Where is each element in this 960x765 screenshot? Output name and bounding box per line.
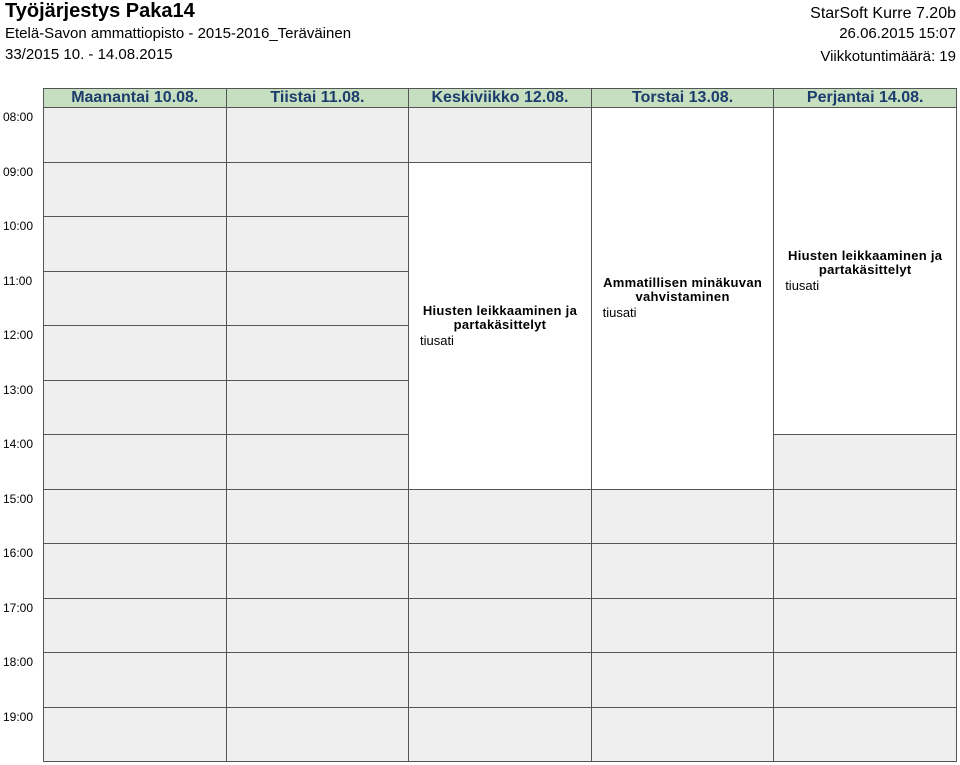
time-label: 14:00 — [3, 437, 34, 451]
empty-slot — [43, 271, 227, 327]
empty-slot — [773, 489, 957, 545]
empty-slot — [43, 598, 227, 654]
empty-slot — [773, 434, 957, 490]
day-header-1: Tiistai 11.08. — [226, 88, 410, 108]
weekly-hours: Viikkotuntimäärä: 19 — [820, 48, 956, 65]
empty-slot — [591, 543, 775, 599]
time-label: 12:00 — [3, 328, 34, 342]
empty-slot — [408, 707, 592, 763]
lesson-group: tiusati — [785, 278, 820, 293]
empty-slot — [773, 707, 957, 763]
week-range: 33/2015 10. - 14.08.2015 — [5, 46, 173, 63]
empty-slot — [226, 325, 410, 381]
empty-slot — [226, 107, 410, 163]
lesson-subject: Hiusten leikkaaminen ja partakäsittelyt — [788, 248, 943, 277]
institution-name: Etelä-Savon ammattiopisto - 2015-2016_Teräväinen — [5, 25, 352, 42]
lesson-group: tiusati — [419, 332, 454, 348]
lesson-block[interactable] — [591, 107, 775, 490]
time-label: 17:00 — [3, 600, 34, 615]
empty-slot — [591, 652, 775, 708]
lesson-block[interactable] — [773, 107, 957, 435]
empty-slot — [408, 107, 592, 163]
empty-slot — [43, 380, 227, 436]
schedule-title: Työjärjestys Paka14 — [5, 0, 195, 22]
empty-slot — [43, 107, 227, 163]
empty-slot — [408, 598, 592, 654]
lesson-subject: Ammatillisen minäkuvan vahvistaminen — [603, 275, 763, 305]
empty-slot — [43, 434, 227, 490]
empty-slot — [43, 162, 227, 218]
empty-slot — [591, 598, 775, 654]
day-header-3: Torstai 13.08. — [591, 88, 775, 108]
empty-slot — [226, 707, 410, 763]
software-version: StarSoft Kurre 7.20b — [810, 5, 956, 22]
lesson-subject: Hiusten leikkaaminen ja partakäsittelyt — [422, 302, 578, 332]
time-label: 10:00 — [3, 219, 34, 233]
empty-slot — [43, 543, 227, 599]
time-label: 18:00 — [3, 655, 34, 669]
lesson-group: tiusati — [602, 305, 637, 321]
empty-slot — [408, 543, 592, 599]
empty-slot — [43, 707, 227, 763]
empty-slot — [591, 489, 775, 545]
time-label: 13:00 — [3, 382, 34, 397]
time-label: 19:00 — [3, 709, 34, 724]
lesson-block[interactable] — [408, 162, 592, 490]
time-label: 08:00 — [3, 110, 34, 124]
empty-slot — [226, 543, 410, 599]
day-header-4: Perjantai 14.08. — [773, 88, 957, 108]
time-label: 11:00 — [3, 273, 33, 288]
empty-slot — [43, 652, 227, 708]
empty-slot — [408, 652, 592, 708]
empty-slot — [226, 162, 410, 218]
empty-slot — [43, 216, 227, 272]
empty-slot — [591, 707, 775, 763]
empty-slot — [226, 434, 410, 490]
empty-slot — [773, 543, 957, 599]
empty-slot — [43, 489, 227, 545]
generated-timestamp: 26.06.2015 15:07 — [839, 25, 956, 42]
time-label: 16:00 — [3, 546, 34, 560]
day-header-2: Keskiviikko 12.08. — [408, 88, 592, 108]
empty-slot — [226, 380, 410, 436]
empty-slot — [226, 598, 410, 654]
empty-slot — [226, 489, 410, 545]
empty-slot — [226, 216, 410, 272]
empty-slot — [773, 598, 957, 654]
schedule-grid — [43, 88, 956, 762]
time-label: 15:00 — [3, 491, 34, 506]
empty-slot — [226, 652, 410, 708]
empty-slot — [43, 325, 227, 381]
empty-slot — [408, 489, 592, 545]
day-header-0: Maanantai 10.08. — [43, 88, 227, 108]
empty-slot — [773, 652, 957, 708]
empty-slot — [226, 271, 410, 327]
time-label: 09:00 — [3, 164, 34, 179]
